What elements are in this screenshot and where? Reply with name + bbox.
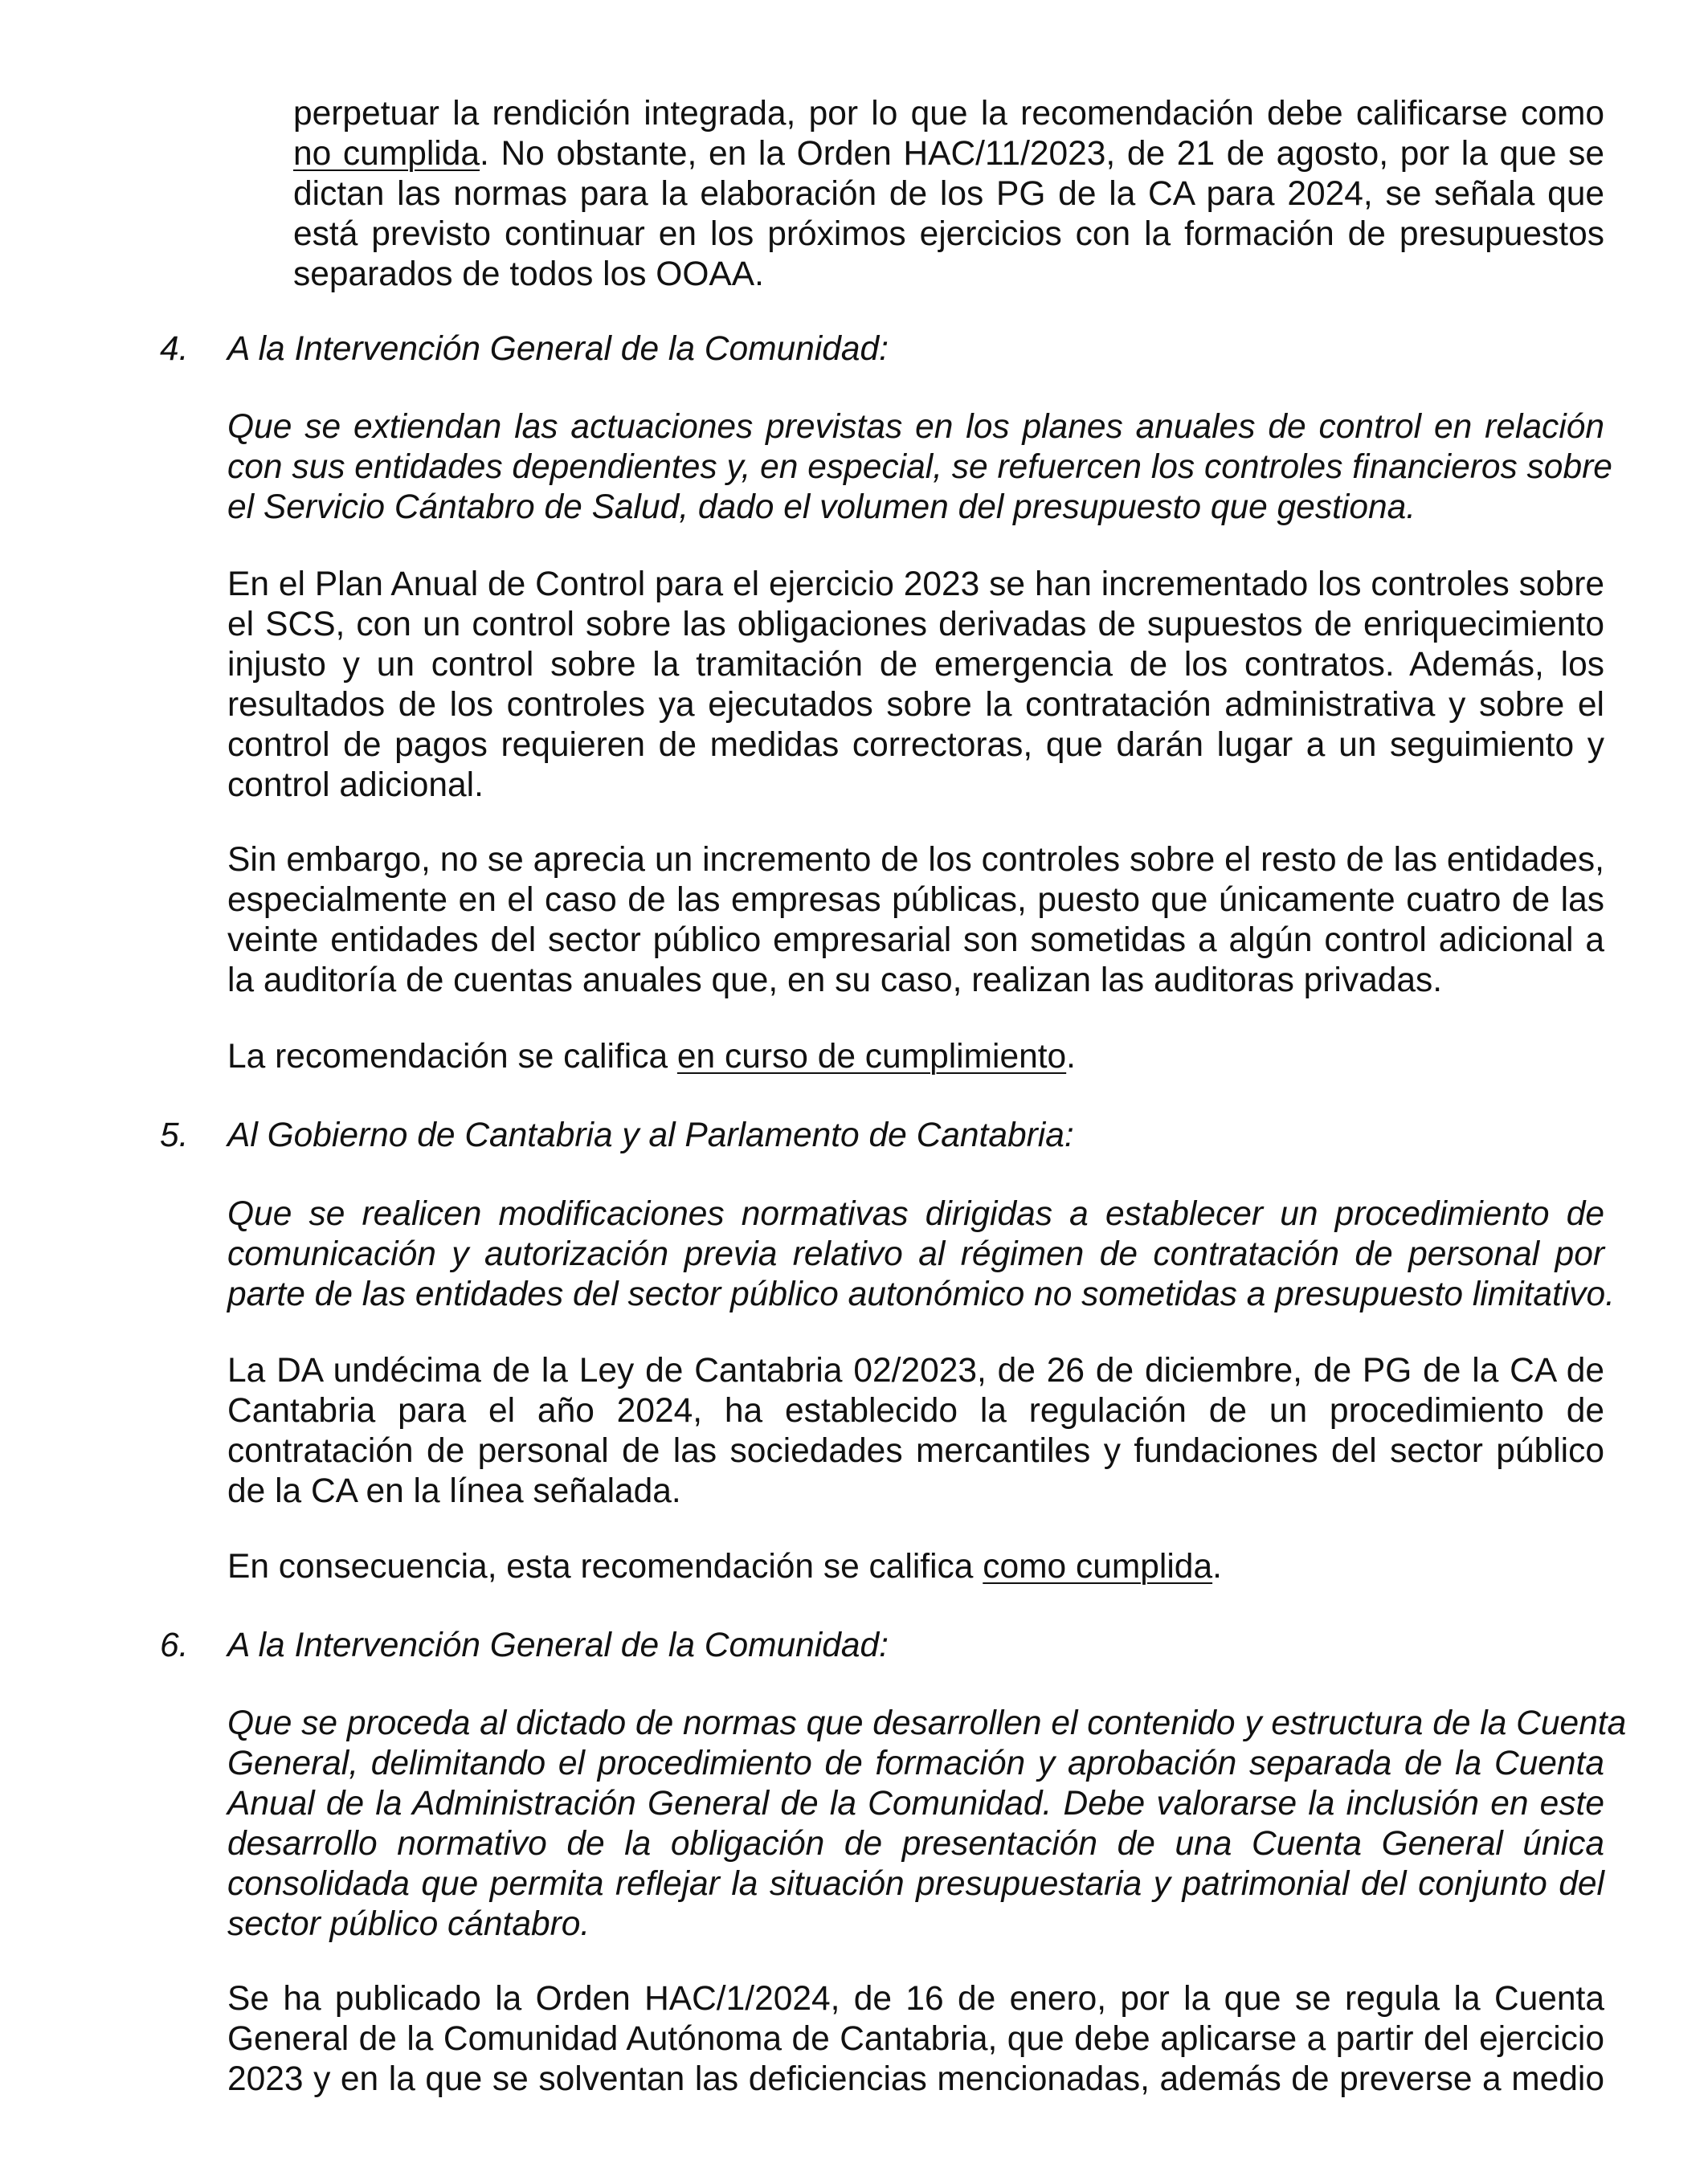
item-6-para-1 xyxy=(227,1979,1604,2100)
rec6-line: General, delimitando el procedimiento de formación y aprobación separada de la Cuenta xyxy=(227,1745,1604,1782)
rec5-line: comunicación y autorización previa relativo al régimen de contratación de personal por xyxy=(227,1235,1604,1273)
para-line: especialmente en el caso de las empresas públicas, puesto que únicamente cuatro de las xyxy=(227,881,1604,919)
para-line: Cantabria para el año 2024, ha establecido la regulación de un procedimiento de xyxy=(227,1392,1604,1430)
rec6-line: Anual de la Administración General de la Comunidad. Debe valorarse la inclusión en este xyxy=(227,1785,1604,1823)
intro-line-5: separados de todos los OOAA. xyxy=(293,255,764,293)
para-line: la auditoría de cuentas anuales que, en su caso, realizan las auditoras privadas. xyxy=(227,961,1443,999)
rec5-line: parte de las entidades del sector público autonómico no sometidas a presupuesto limitativo. xyxy=(227,1276,1615,1313)
para-line: contratación de personal de las sociedades mercantiles y fundaciones del sector público xyxy=(227,1432,1604,1470)
para-line: control de pagos requieren de medidas correctoras, que darán lugar a un seguimiento y xyxy=(227,726,1604,764)
item-4-number: 4. xyxy=(160,330,189,368)
rec5-line: Que se realicen modificaciones normativas dirigidas a establecer un procedimiento de xyxy=(227,1195,1604,1233)
para-line: veinte entidades del sector público empresarial son sometidas a algún control adicional a xyxy=(227,921,1604,959)
intro-line-1: perpetuar la rendición integrada, por lo que la recomendación debe calificarse como xyxy=(293,95,1604,133)
intro-paragraph xyxy=(293,94,1604,295)
rec4-line: con sus entidades dependientes y, en especial, se refuercen los controles financieros sobre xyxy=(227,448,1612,486)
para-line: resultados de los controles ya ejecutados sobre la contratación administrativa y sobre el xyxy=(227,686,1604,724)
para-line: control adicional. xyxy=(227,766,484,804)
status-no-cumplida: no cumplida xyxy=(293,135,480,173)
item-4-verdict xyxy=(227,1037,1604,1077)
rec4-line: Que se extiendan las actuaciones previstas en los planes anuales de control en relación xyxy=(227,408,1604,446)
item-6-number: 6. xyxy=(160,1627,189,1664)
rec6-line: sector público cántabro. xyxy=(227,1905,590,1943)
item-6-heading: A la Intervención General de la Comunidad: xyxy=(227,1627,889,1664)
rec6-line: consolidada que permita reflejar la situación presupuestaria y patrimonial del conjunto del xyxy=(227,1865,1604,1903)
intro-line-2 xyxy=(293,134,1604,174)
para-line: 2023 y en la que se solventan las deficiencias mencionadas, además de preverse a medio xyxy=(227,2060,1604,2098)
verdict-prefix: En consecuencia, esta recomendación se califica xyxy=(227,1548,983,1586)
intro-line-2-rest: . No obstante, en la Orden HAC/11/2023, de 21 de agosto, por la que se xyxy=(480,135,1604,173)
para-line: de la CA en la línea señalada. xyxy=(227,1472,681,1510)
rec4-line: el Servicio Cántabro de Salud, dado el volumen del presupuesto que gestiona. xyxy=(227,488,1416,526)
verdict-line xyxy=(227,1037,1604,1077)
para-line: Se ha publicado la Orden HAC/1/2024, de 16 de enero, por la que se regula la Cuenta xyxy=(227,1980,1604,2018)
status-en-curso: en curso de cumplimiento xyxy=(676,1038,1067,1076)
verdict-suffix: . xyxy=(1066,1038,1076,1076)
item-4-recommendation xyxy=(227,407,1612,528)
rec6-line: desarrollo normativo de la obligación de presentación de una Cuenta General única xyxy=(227,1825,1604,1863)
para-line: General de la Comunidad Autónoma de Cantabria, que debe aplicarse a partir del ejercicio xyxy=(227,2020,1604,2058)
rec6-line: Que se proceda al dictado de normas que desarrollen el contenido y estructura de la Cuenta xyxy=(227,1704,1627,1742)
item-6-recommendation xyxy=(227,1704,1627,1945)
item-5-verdict xyxy=(227,1547,1604,1587)
item-5-heading: Al Gobierno de Cantabria y al Parlamento de Cantabria: xyxy=(227,1116,1074,1154)
para-line: el SCS, con un control sobre las obligaciones derivadas de supuestos de enriquecimiento xyxy=(227,606,1604,643)
verdict-line xyxy=(227,1547,1604,1587)
item-4-heading: A la Intervención General de la Comunidad: xyxy=(227,330,889,368)
verdict-prefix: La recomendación se califica xyxy=(227,1038,677,1076)
para-line: En el Plan Anual de Control para el ejercicio 2023 se han incrementado los controles sobre xyxy=(227,565,1604,603)
item-5-para-1 xyxy=(227,1351,1604,1512)
verdict-suffix: . xyxy=(1212,1548,1222,1586)
item-5-number: 5. xyxy=(160,1116,189,1154)
item-4-para-1 xyxy=(227,565,1604,806)
item-4-para-2 xyxy=(227,840,1604,1001)
intro-line-3: dictan las normas para la elaboración de los PG de la CA para 2024, se señala que xyxy=(293,175,1604,213)
para-line: injusto y un control sobre la tramitación de emergencia de los contratos. Además, los xyxy=(227,646,1604,684)
para-line: La DA undécima de la Ley de Cantabria 02/2023, de 26 de diciembre, de PG de la CA de xyxy=(227,1352,1604,1390)
item-5-recommendation xyxy=(227,1194,1615,1315)
intro-line-4: está previsto continuar en los próximos ejercicios con la formación de presupuestos xyxy=(293,215,1604,253)
status-como-cumplida: como cumplida xyxy=(983,1548,1213,1586)
para-line: Sin embargo, no se aprecia un incremento de los controles sobre el resto de las entidades, xyxy=(227,841,1604,879)
